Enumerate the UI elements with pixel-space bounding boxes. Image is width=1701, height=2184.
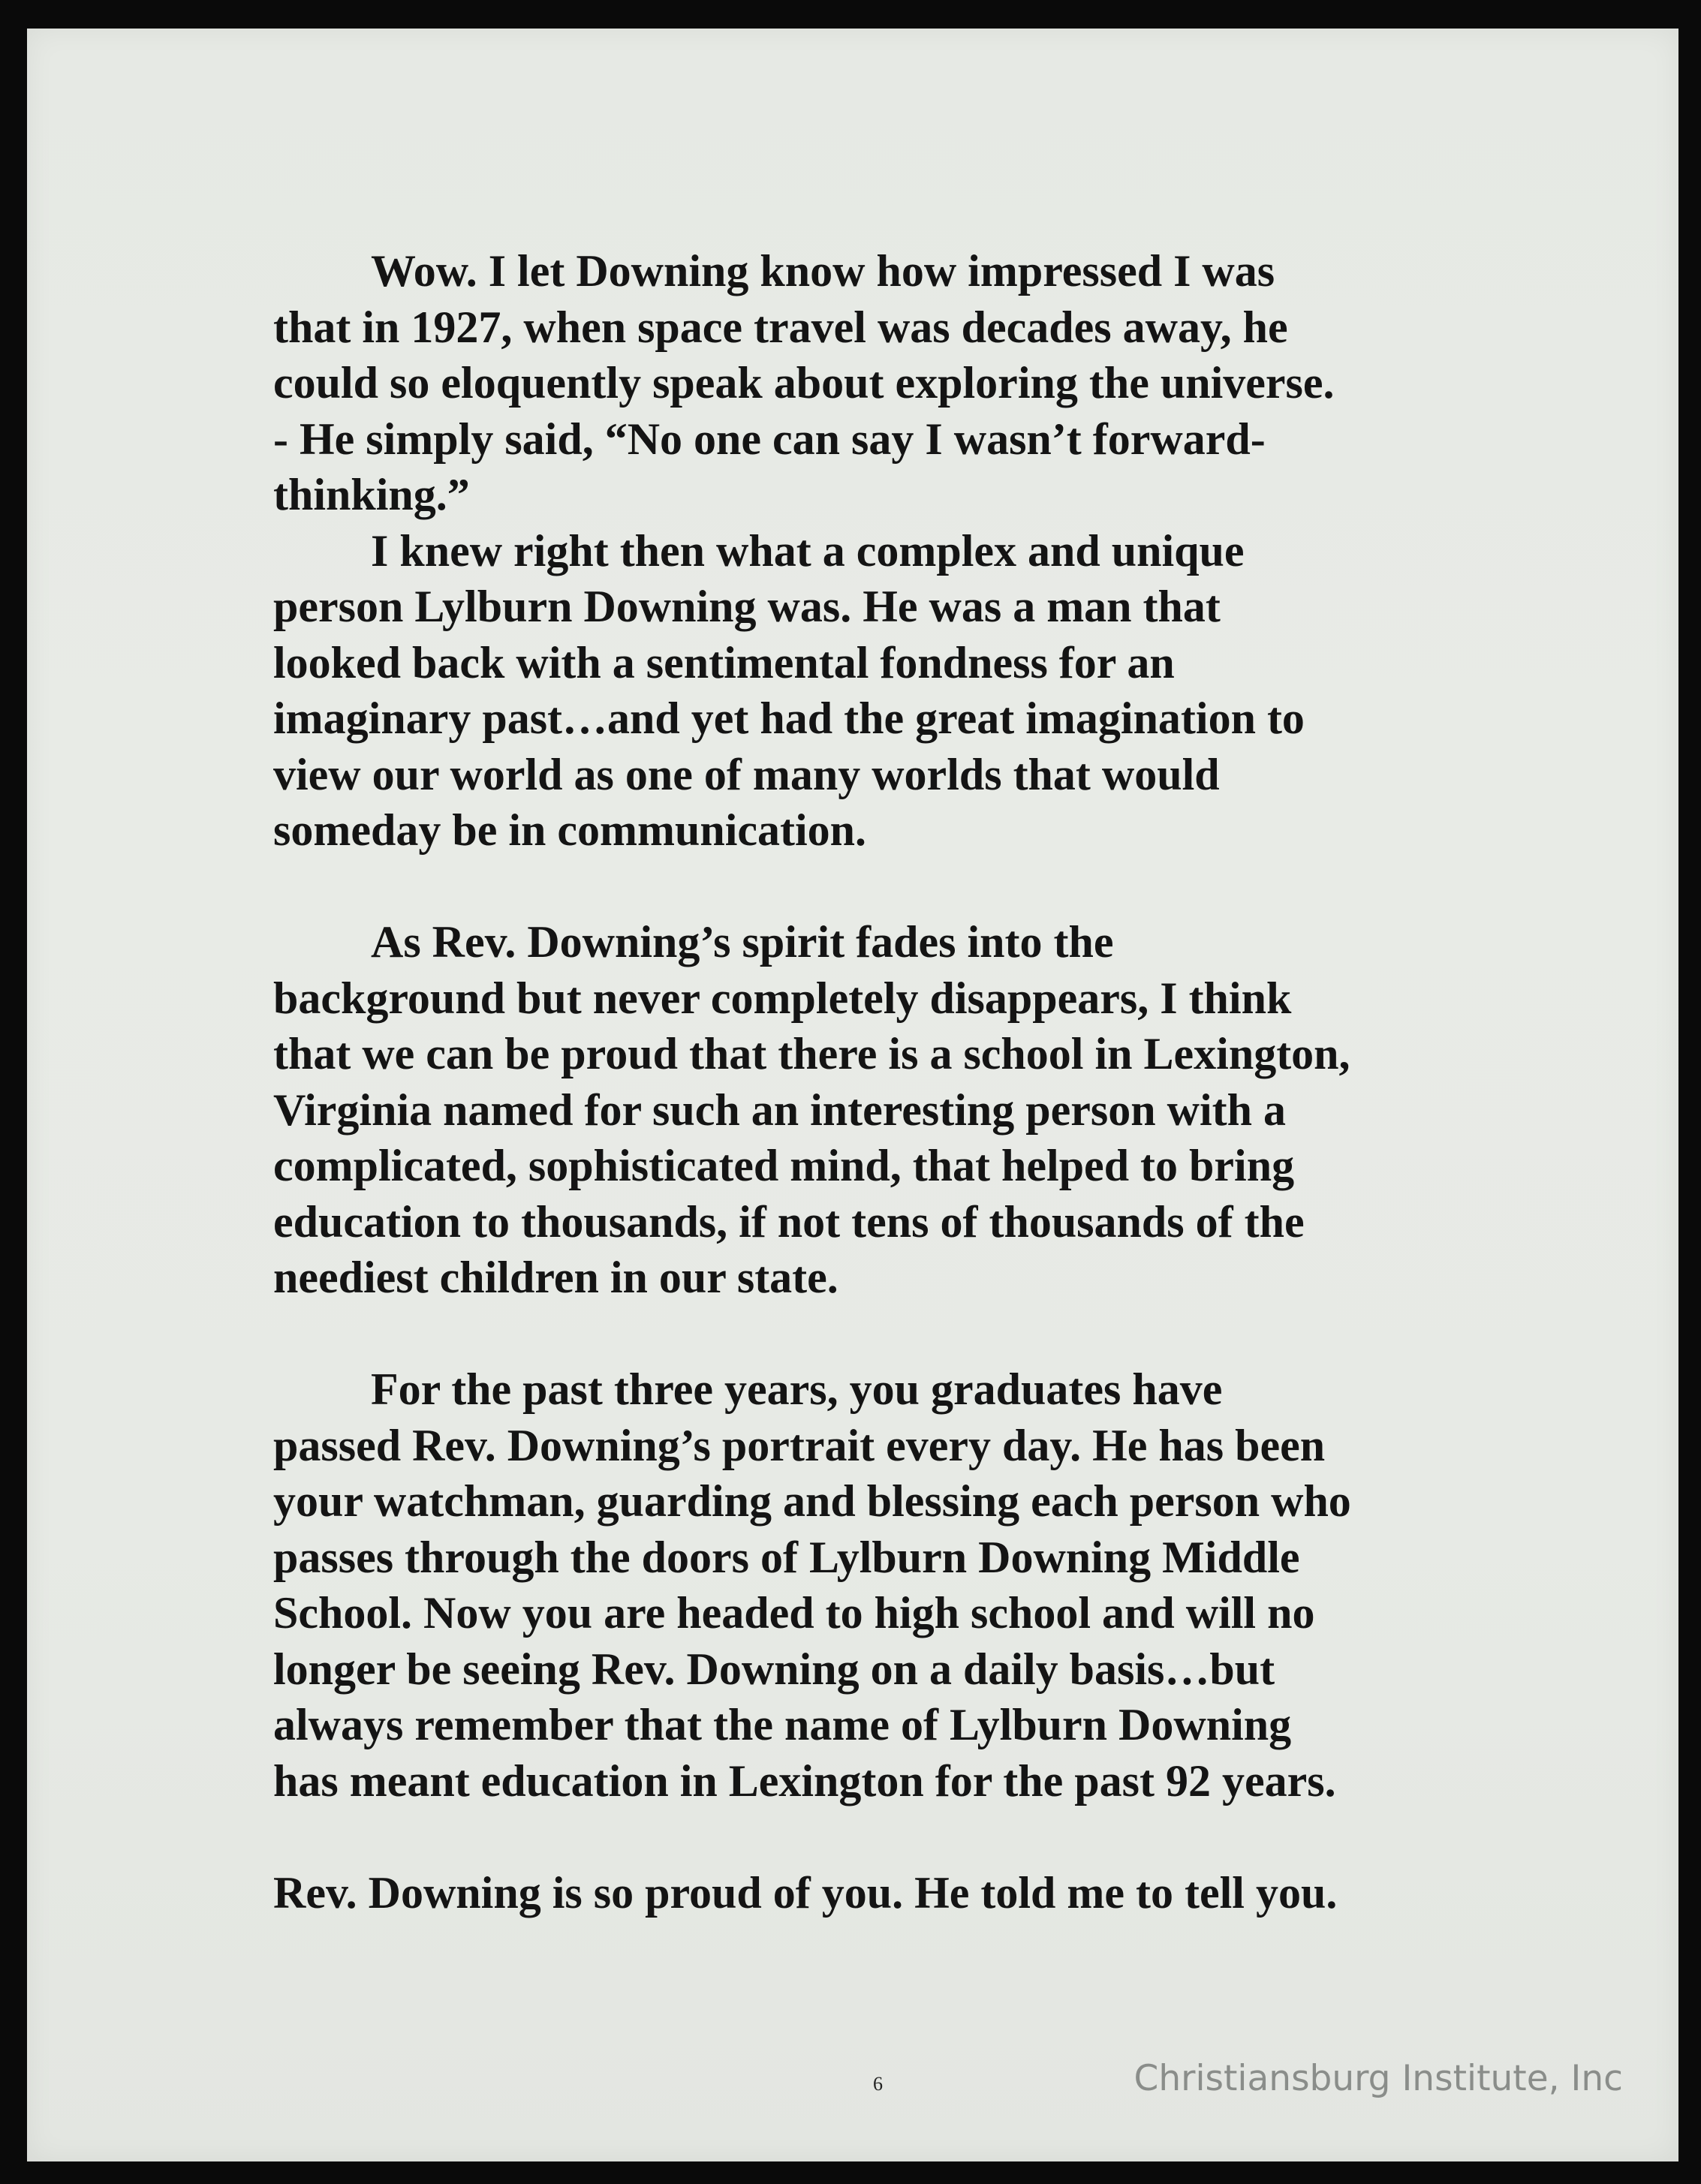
paragraph: [273, 243, 1489, 523]
text-line: could so eloquently speak about exploring the universe.: [273, 358, 1335, 408]
paragraph: [273, 523, 1489, 859]
text-line: For the past three years, you graduates have: [371, 1364, 1223, 1414]
text-line: Virginia named for such an interesting person with a: [273, 1084, 1286, 1135]
text-line: neediest children in our state.: [273, 1253, 838, 1302]
text-line: view our world as one of many worlds that would: [273, 749, 1220, 799]
text-line: passed Rev. Downing’s portrait every day. He has been: [273, 1420, 1326, 1470]
text-line: background but never completely disappears, I think: [273, 973, 1292, 1023]
page-number: 6: [873, 2073, 883, 2095]
watermark: Christiansburg Institute, Inc: [1133, 2058, 1623, 2099]
paper-sheet: [27, 29, 1678, 2161]
text-line: that we can be proud that there is a school in Lexington,: [273, 1029, 1350, 1078]
paragraph-gap: [273, 1306, 1489, 1362]
text-line: always remember that the name of Lylburn Downing: [273, 1700, 1292, 1749]
text-line: longer be seeing Rev. Downing on a daily basis…but: [273, 1644, 1275, 1694]
paragraph-gap: [273, 859, 1489, 915]
text-line: someday be in communication.: [273, 805, 867, 855]
text-line: imaginary past…and yet had the great imagination to: [273, 693, 1305, 743]
text-line: passes through the doors of Lylburn Downing Middle: [273, 1532, 1300, 1582]
paragraph: [273, 914, 1489, 1306]
text-line: School. Now you are headed to high school and will no: [273, 1588, 1315, 1638]
text-line: As Rev. Downing’s spirit fades into the: [371, 917, 1114, 967]
text-line: has meant education in Lexington for the past 92 years.: [273, 1755, 1336, 1806]
paragraph: [273, 1361, 1489, 1809]
paragraph-gap: [273, 1809, 1489, 1865]
closing-paragraph: [273, 1865, 1489, 1921]
text-line: person Lylburn Downing was. He was a man that: [273, 582, 1221, 631]
body-text: [273, 243, 1489, 1921]
text-line: thinking.”: [273, 470, 470, 519]
text-line: education to thousands, if not tens of thousands of the: [273, 1196, 1305, 1247]
text-line: Wow. I let Downing know how impressed I was: [371, 246, 1275, 296]
text-line: looked back with a sentimental fondness for an: [273, 637, 1175, 687]
text-line: complicated, sophisticated mind, that helped to bring: [273, 1141, 1295, 1190]
text-line: that in 1927, when space travel was decades away, he: [273, 302, 1288, 352]
text-line: Rev. Downing is so proud of you. He told me to tell you.: [273, 1867, 1338, 1918]
text-line: I knew right then what a complex and unique: [371, 525, 1245, 576]
text-line: - He simply said, “No one can say I wasn’t forward-: [273, 414, 1266, 464]
text-line: your watchman, guarding and blessing each person who: [273, 1476, 1351, 1526]
